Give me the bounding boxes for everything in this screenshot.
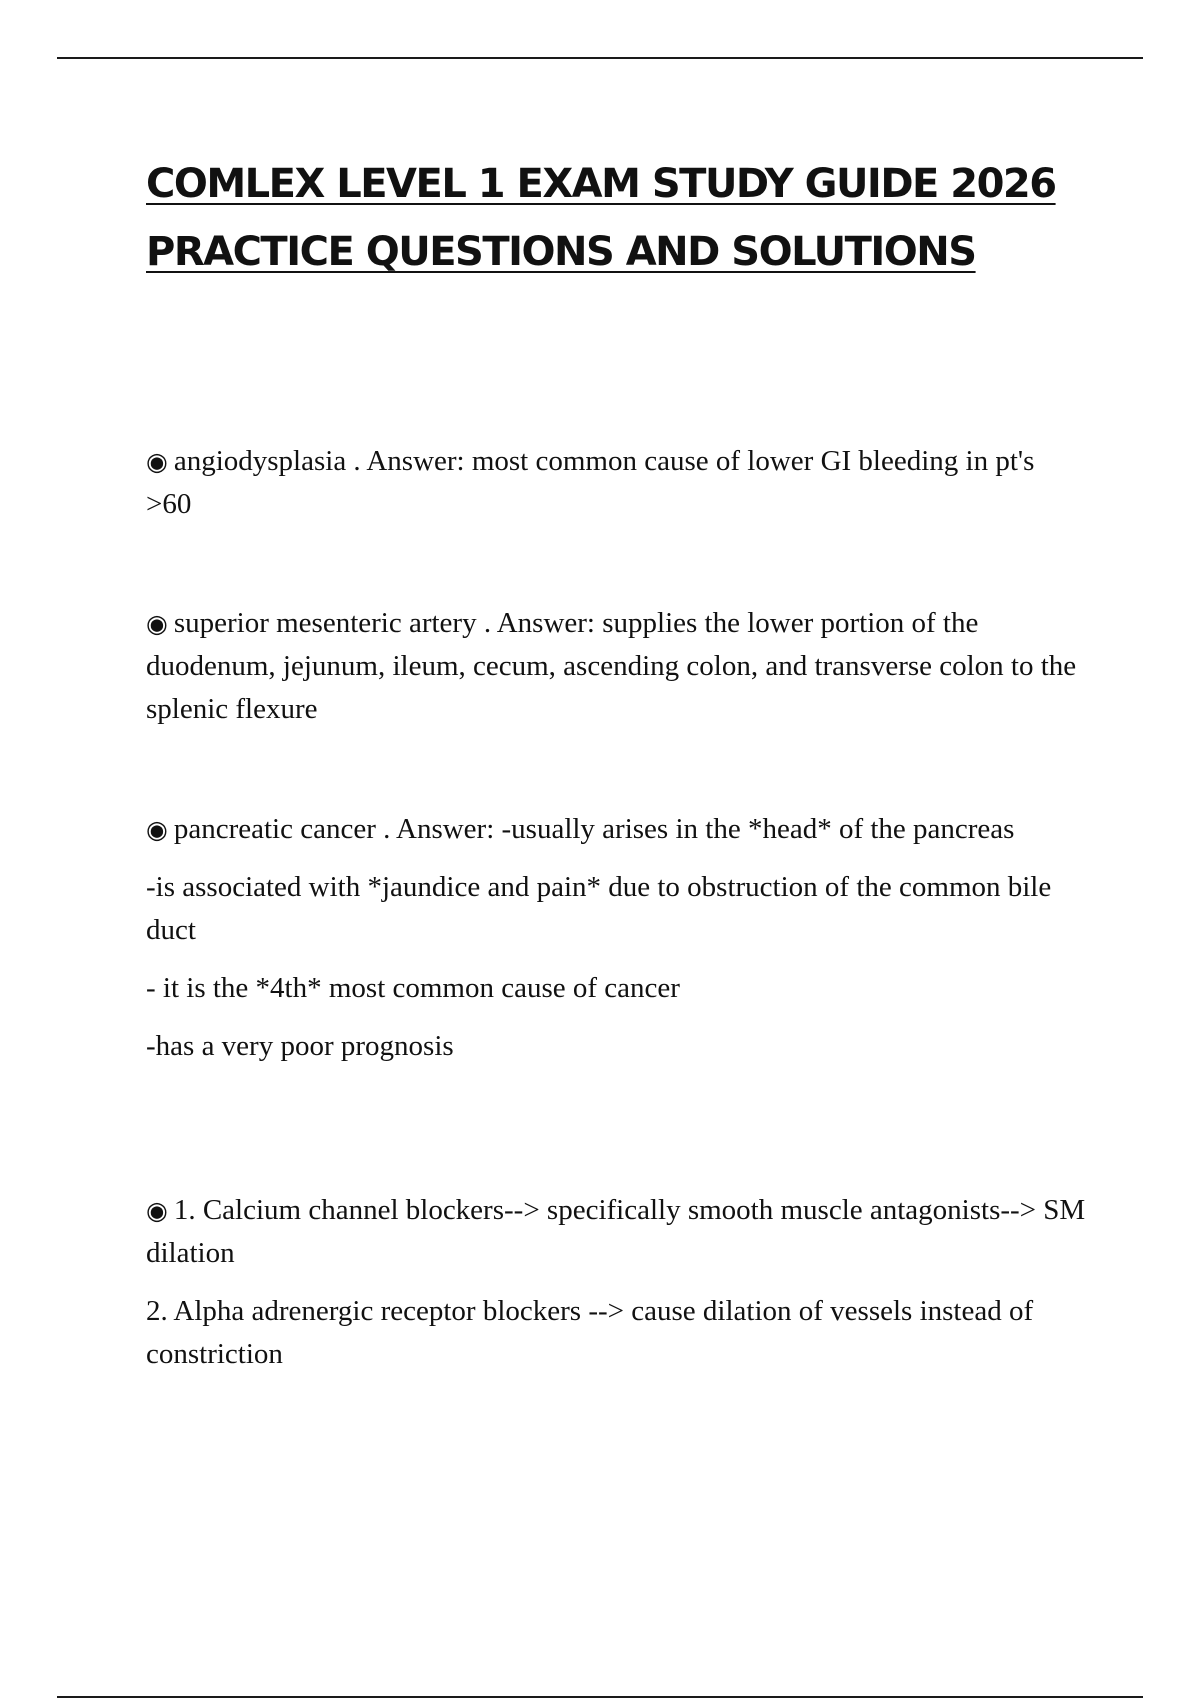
title-line-2: PRACTICE QUESTIONS AND SOLUTIONS <box>146 229 976 275</box>
bullet-icon: ◉ <box>146 815 168 844</box>
qa-entry-pancreatic-cancer <box>146 808 1086 1083</box>
entry-text: ◉ 1. Calcium channel blockers--> specifically smooth muscle antagonists--> SM dilation <box>146 1189 1086 1275</box>
qa-entry-angiodysplasia <box>146 440 1086 541</box>
entry-text: -is associated with *jaundice and pain* due to obstruction of the common bile duct <box>146 871 1052 946</box>
bottom-divider <box>57 1696 1143 1698</box>
entry-text: 2. Alpha adrenergic receptor blockers --> cause dilation of vessels instead of constriction <box>146 1295 1034 1370</box>
entry-text: - it is the *4th* most common cause of cancer <box>146 972 680 1004</box>
title-line-1: COMLEX LEVEL 1 EXAM STUDY GUIDE 2026 <box>146 161 1056 207</box>
bullet-icon: ◉ <box>146 447 168 476</box>
top-divider <box>57 57 1143 59</box>
entry-text: ◉ pancreatic cancer . Answer: -usually arises in the *head* of the pancreas <box>146 808 1086 851</box>
bullet-icon: ◉ <box>146 1196 168 1225</box>
entry-text: ◉ angiodysplasia . Answer: most common cause of lower GI bleeding in pt's >60 <box>146 440 1086 526</box>
document-title <box>146 150 1106 286</box>
qa-entry-vasodilators <box>146 1189 1086 1391</box>
entry-text: -has a very poor prognosis <box>146 1030 454 1062</box>
qa-entry-superior-mesenteric-artery <box>146 602 1086 746</box>
bullet-icon: ◉ <box>146 609 168 638</box>
entry-text: ◉ superior mesenteric artery . Answer: supplies the lower portion of the duodenum, jejunum, ileum, cecum, ascending colon, and transverse colon to the splenic flexure <box>146 602 1086 731</box>
